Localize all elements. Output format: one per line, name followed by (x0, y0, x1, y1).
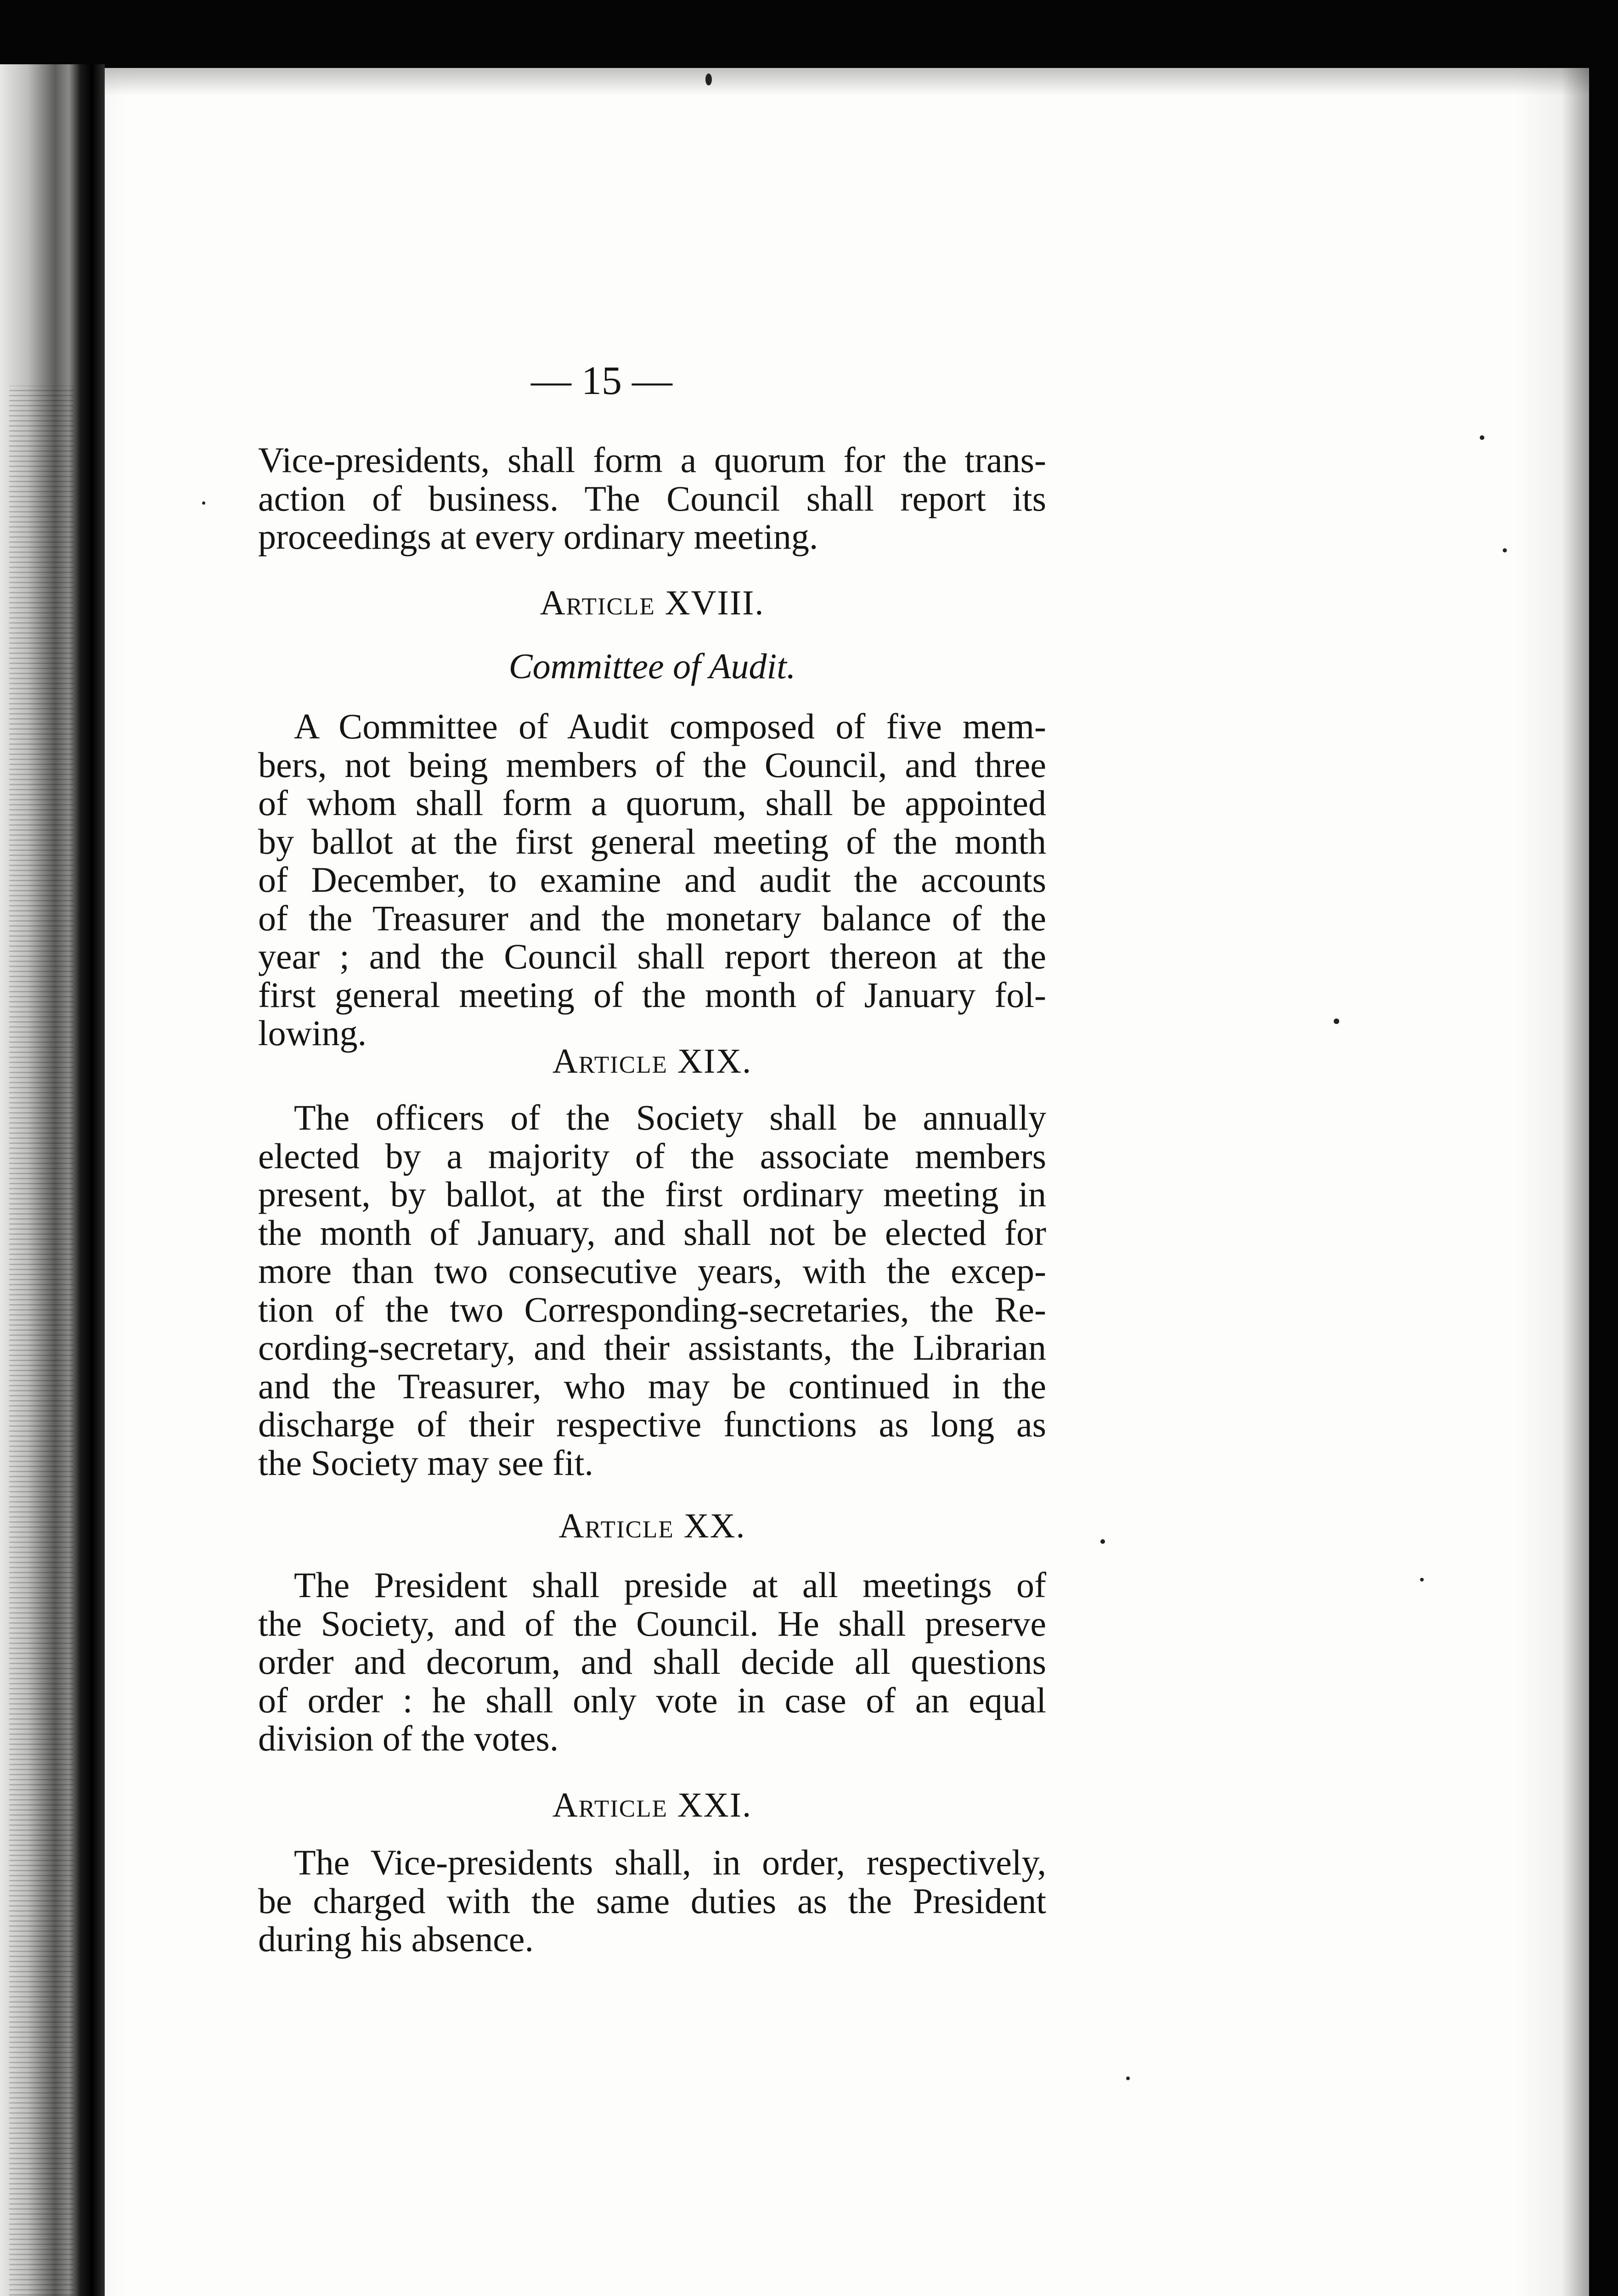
text-line: the Society, and of the Council. He shall preserve (258, 1603, 1046, 1643)
scan-speck (705, 73, 712, 85)
scan-speck (1503, 548, 1507, 552)
text-line: The Vice-presidents shall, in order, respectively, (294, 1842, 1046, 1882)
scan-speck (1420, 1578, 1424, 1581)
article-heading: Article XXI. (552, 1786, 752, 1824)
text-line: of the Treasurer and the monetary balance of the (258, 898, 1046, 938)
scan-speck (1126, 2077, 1130, 2080)
text-line: the Society may see fit. (258, 1442, 593, 1483)
article-paragraph (258, 1843, 1046, 1958)
article-paragraph (258, 1098, 1046, 1482)
article-heading: Article XX. (558, 1507, 746, 1545)
text-line: during his absence. (258, 1919, 534, 1959)
text-line: of order : he shall only vote in case of an equal (258, 1680, 1046, 1720)
scan-speck (202, 501, 205, 505)
article-subheading: Committee of Audit. (508, 646, 796, 686)
text-line: of December, to examine and audit the accounts (258, 860, 1046, 900)
text-line: year ; and the Council shall report thereon at the (258, 936, 1046, 976)
text-line: discharge of their respective functions as long as (258, 1404, 1046, 1444)
text-line: Vice-presidents, shall form a quorum for the trans- (258, 440, 1046, 480)
text-line: action of business. The Council shall report its (258, 478, 1046, 518)
article-paragraph (258, 1566, 1046, 1758)
text-line: present, by ballot, at the first ordinary meeting in (258, 1174, 1046, 1214)
article-heading: Article XIX. (552, 1042, 752, 1080)
text-line: bers, not being members of the Council, and three (258, 744, 1046, 785)
text-line: elected by a majority of the associate members (258, 1136, 1046, 1176)
text-line: tion of the two Corresponding-secretaries, the Re- (258, 1289, 1046, 1329)
text-line: order and decorum, and shall decide all questions (258, 1642, 1046, 1682)
text-line: The President shall preside at all meetings of (294, 1565, 1046, 1605)
text-line: first general meeting of the month of January fol- (258, 974, 1046, 1015)
article-heading: Article XVIII. (540, 584, 765, 622)
text-line: The officers of the Society shall be annually (294, 1097, 1046, 1137)
text-line: division of the votes. (258, 1718, 559, 1758)
article-paragraph (258, 707, 1046, 1052)
text-line: of whom shall form a quorum, shall be appointed (258, 783, 1046, 823)
scan-speck (1480, 435, 1484, 440)
text-line: and the Treasurer, who may be continued in the (258, 1366, 1046, 1406)
text-line: the month of January, and shall not be elected for (258, 1212, 1046, 1253)
scan-speck (1334, 1019, 1339, 1024)
text-line: more than two consecutive years, with the excep- (258, 1251, 1046, 1291)
page-number: — 15 — (531, 359, 672, 403)
page-right-shadow (1516, 68, 1589, 2296)
binding-texture (9, 386, 73, 2296)
page-top-shadow (105, 68, 1589, 96)
book-binding-edge (0, 64, 105, 2296)
text-line: by ballot at the first general meeting of the month (258, 821, 1046, 861)
text-line: be charged with the same duties as the President (258, 1880, 1046, 1921)
opening-paragraph (258, 441, 1046, 556)
text-line: cording-secretary, and their assistants, the Librarian (258, 1328, 1046, 1367)
text-line: proceedings at every ordinary meeting. (258, 517, 818, 557)
text-line: A Committee of Audit composed of five mem- (294, 706, 1046, 746)
scan-speck (1100, 1539, 1105, 1544)
text-line: lowing. (258, 1013, 367, 1053)
